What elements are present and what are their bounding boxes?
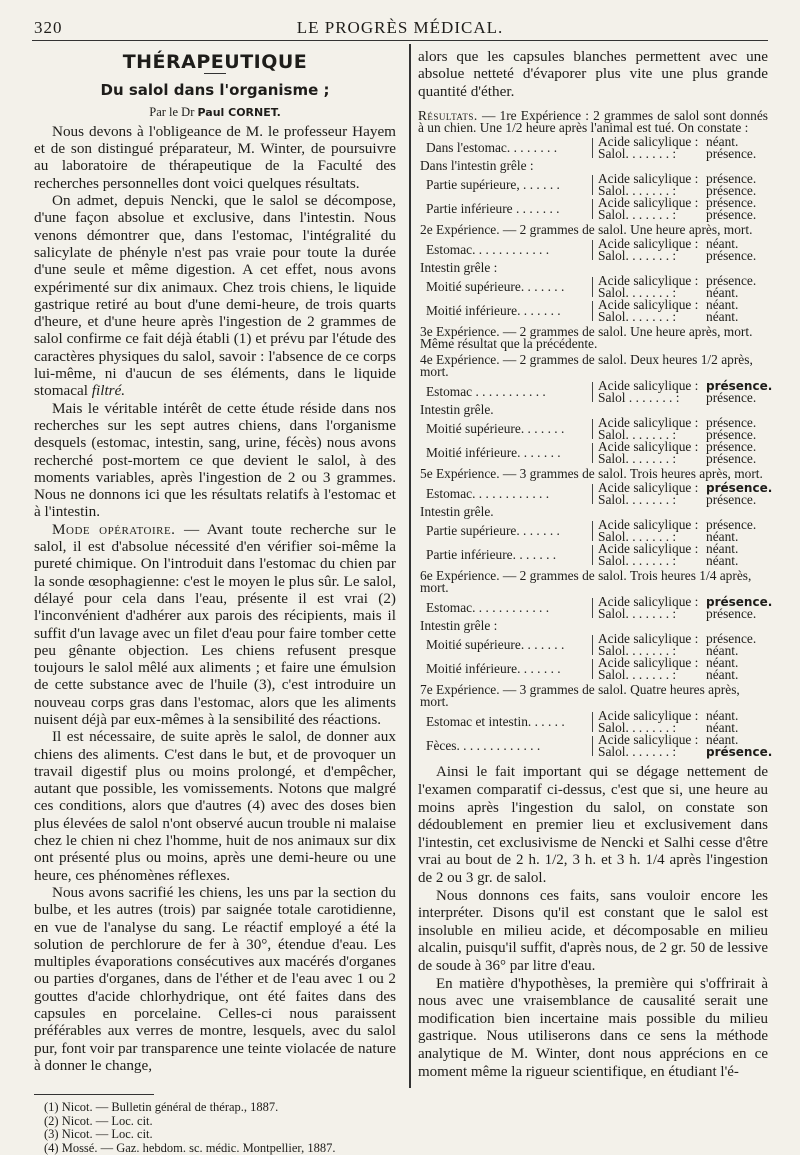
subheading: Intestin grêle : [420,260,498,276]
paragraph: Ainsi le fait important qui se dégage nettement de l'examen comparatif ci-dessus, c'est que si, une heure au moins après l'ingestion du salol, on constate son dédoublement en premier lieu et exclusivement dans l'intestin, cet exclusivisme de Nencki et Salhi cesse d'être vrai au bout de 2 h. 1/2, 3 h. et 3 h. 1/4 après l'ingestion de 2 ou 3 gr. de salol. [418,764,768,887]
result-value: présence. [706,450,757,466]
result-row [418,710,768,734]
experiment-heading: 2e Expérience. — 2 grammes de salol. Une heure après, mort. [420,222,753,238]
result-value: néant. [706,667,739,683]
experiment-heading: 5e Expérience. — 3 grammes de salol. Trois heures après, mort. [420,465,763,481]
paragraph: Mais le véritable intérêt de cette étude réside dans nos recherches sur les sept autres chiens, dans l'organisme desquels (estomac, intestin, sang, urine, fécès) nous avons recherché post-mortem ce que devient le salol, à des moments variables, après l'ingestion de 2 ou 3 grammes. Nous ne donnons ici que les résultats relatifs à l'estomac et à l'intestin. [34,399,396,521]
result-row [418,197,768,221]
result-row [418,479,773,507]
paragraph: Nous avons sacrifié les chiens, les uns par la section du bulbe, et les autres (trois) par saignée totale carotidienne, en vue de l'analyse du sang. Le réactif employé a été la solution de perchlorure de fer à 30°, étendue d'eau. Les multiples évaporations consécutives aux macérés d'organes ou parties d'organes, dans de l'éther et de l'eau avec 1 ou 2 gouttes d'acide chlorhydrique, ont été faites dans des capsules en porcelaine. Celles-ci nous paraissent préférables aux verres de montre, lesquels, avec du salol pur, font voir par transparence une teinte violacée de nature à donner le change, [34,883,396,1074]
result-group-5 [418,479,773,507]
result-substance: Acide salicylique : [598,541,699,557]
result-value: présence. [706,426,757,442]
result-value: néant. [706,655,739,671]
result-value: présence. [706,595,773,610]
brace-mark [592,138,595,158]
result-substance: Salol . . . . . . . : [598,389,680,405]
conclusion [418,764,768,1081]
result-substance: Acide salicylique : [598,631,699,647]
heading-rule [204,73,226,74]
result-value: présence. [706,378,773,393]
result-substance: Acide salicylique : [598,438,699,454]
result-value: présence. [706,171,757,187]
brace-mark [592,598,595,618]
result-group-1 [418,136,768,160]
result-substance: Acide salicylique : [598,479,699,495]
brace-mark [592,635,595,655]
footnote: (3) Nicot. — Loc. cit. [44,1127,153,1142]
result-organ: Partie inférieure. . . . . . . [426,547,557,563]
result-value: néant. [706,643,739,659]
page-number: 320 [34,18,63,37]
result-value: néant. [706,309,739,325]
brace-mark [592,175,595,195]
subheading: Intestin grêle : [420,618,498,634]
column-divider [409,44,411,1088]
result-substance: Acide salicylique : [598,273,699,289]
result-substance: Acide salicylique : [598,236,699,252]
paragraph: En matière d'hypothèses, la première qui s'offrirait à nous avec une vraisemblance de causalité serait une modification bien incertaine mais possible du milieu gastrique. Nous utiliserons dans ce sens la méthode analytique de M. Winter, dont nous apprécions en ce moment même la rigueur scientifique, en étudiant l'é- [418,975,768,1080]
experiment-heading: 4e Expérience. — 2 grammes de salol. Deux heures 1/2 après, mort. [420,351,753,379]
results-section [418,107,773,760]
subheading: Intestin grêle. [420,503,494,519]
result-substance: Salol. . . . . . . : [598,309,677,325]
experiment-heading: 6e Expérience. — 2 grammes de salol. Trois heures 1/4 après, mort. [420,568,752,596]
right-column [418,48,773,1081]
result-organ: Moitié supérieure. . . . . . . [426,420,565,436]
brace-mark [592,521,595,541]
result-substance: Salol. . . . . . . : [598,248,677,264]
result-value: néant. [706,553,739,569]
result-substance: Acide salicylique : [598,377,699,393]
result-value: néant. [706,285,739,301]
result-value: présence. [706,745,773,760]
result-value: présence. [706,631,757,647]
result-organ: Dans l'estomac. . . . . . . . [426,140,558,156]
running-header [32,18,768,41]
result-value: présence. [706,183,757,199]
result-value: présence. [706,480,773,495]
author-line [34,104,396,121]
result-value: présence. [706,389,757,405]
left-column [34,48,396,1155]
paragraph: Il est nécessaire, de suite après le salol, de donner aux chiens des aliments. C'est dans le but, et de provoquer un travail digestif plus ou moins prolongé, et d'empêcher, autant que possible, les vomissements. Notons que malgré ces conditions, alors que d'autres (4) avec des doses bien plus élevées de salol n'ont observé aucun trouble ni malaise chez le chien ni chez l'homme, huit de nos animaux sur dix ont présenté plus ou moins, après une demi-heure ou une heure, ces phénomènes réflexes. [34,728,396,884]
result-substance: Salol. . . . . . . : [598,491,677,507]
result-group-6-intestine [418,633,768,681]
brace-mark [592,484,595,504]
result-row [418,594,773,622]
results-intro: Résultats. — 1re Expérience : 2 grammes de salol sont donnés à un chien. Une 1/2 heure après l'animal est tué. On constate : [418,107,768,135]
result-row [418,173,768,197]
result-value: présence. [706,606,757,622]
footnote-rule [34,1094,154,1095]
result-organ: Estomac . . . . . . . . . . . [426,383,546,399]
result-substance: Salol. . . . . . . : [598,643,677,659]
section-heading: THÉRAPEUTIQUE [122,51,308,73]
result-value: présence. [706,207,757,223]
result-value: présence. [706,146,757,162]
result-row [418,633,768,657]
result-row [418,299,768,323]
result-organ: Moitié supérieure. . . . . . . [426,637,565,653]
result-row [418,543,768,567]
result-organ: Partie supérieure. . . . . . . [426,523,560,539]
result-value: présence. [706,195,757,211]
brace-mark [592,545,595,565]
result-substance: Acide salicylique : [598,171,699,187]
result-row [418,377,773,405]
result-row [418,414,768,442]
brace-mark [592,240,595,260]
result-value: présence. [706,248,757,264]
result-substance: Acide salicylique : [598,195,699,211]
result-substance: Salol. . . . . . . : [598,720,677,736]
result-organ: Partie supérieure, . . . . . . [426,177,560,193]
result-organ: Moitié supérieure. . . . . . . [426,279,565,295]
result-substance: Salol. . . . . . . : [598,207,677,223]
brace-mark [592,277,595,297]
result-organ: Fèces. . . . . . . . . . . . . [426,738,541,754]
result-substance: Salol. . . . . . . : [598,606,677,622]
author-name: Paul CORNET. [197,105,281,119]
result-organ: Partie inférieure . . . . . . . [426,201,560,217]
result-substance: Acide salicylique : [598,732,699,748]
result-group-7 [418,708,773,760]
result-substance: Salol. . . . . . . : [598,667,677,683]
result-row [418,238,768,262]
experiment-heading: 3e Expérience. — 2 grammes de salol. Une heure après, mort. Même résultat que la précédente. [420,324,753,352]
brace-mark [592,301,595,321]
result-substance: Salol. . . . . . . : [598,553,677,569]
result-row [418,732,773,760]
result-value: néant. [706,236,739,252]
result-organ: Moitié inférieure. . . . . . . [426,444,561,460]
brace-mark [592,736,595,756]
result-value: néant. [706,529,739,545]
footnote: (1) Nicot. — Bulletin général de thérap., 1887. [44,1100,279,1115]
result-value: néant. [706,297,739,313]
result-organ: Estomac et intestin. . . . . . [426,714,565,730]
result-row [418,657,768,681]
brace-mark [592,712,595,732]
result-value: présence. [706,414,757,430]
result-group-4-intestine [418,414,768,466]
result-group-1-intestine [418,173,768,221]
result-row [418,438,768,466]
result-value: présence. [706,517,757,533]
result-group-4 [418,377,773,405]
result-organ: Moitié inférieure. . . . . . . [426,303,561,319]
result-row [418,519,768,543]
result-value: néant. [706,720,739,736]
result-row [418,275,768,299]
paragraph: On admet, depuis Nencki, que le salol se décompose, d'une façon absolue et exclusive, dans l'intestin. Nous venons démontrer que, dans l'estomac, l'intégralité du salicylate de phényle n'est pas vraie pour toute la durée d'une seule et même digestion. A cet effet, nous avons expérimenté sur dix animaux. Chez trois chiens, le liquide gastrique retiré au bout d'une demi-heure, de trois quarts d'heure, et d'une heure après l'ingestion de 2 grammes de salol confirme ce fait déjà établi (1) et prévu par l'étude des caractères physiques du salol, savoir : l'absence de ce corps lui-même, ni d'aucun de ses éléments, dans le liquide stomacal filtré. [34,192,396,400]
result-substance: Acide salicylique : [598,134,699,150]
result-substance: Acide salicylique : [598,655,699,671]
result-substance: Salol. . . . . . . : [598,285,677,301]
result-group-2-intestine [418,275,768,323]
result-organ: Moitié inférieure. . . . . . . [426,661,561,677]
experiment-heading: 7e Expérience. — 3 grammes de salol. Quatre heures après, mort. [420,682,740,710]
result-group-2 [418,238,768,262]
brace-mark [592,199,595,219]
subheading: Dans l'intestin grêle : [420,158,534,174]
result-organ: Estomac. . . . . . . . . . . . [426,485,550,501]
result-value: néant. [706,708,739,724]
run-in-heading: Mode opératoire. [52,520,176,538]
result-value: néant. [706,541,739,557]
result-substance: Salol. . . . . . . : [598,183,677,199]
result-value: présence. [706,438,757,454]
footnote: (4) Mossé. — Gaz. hebdom. sc. médic. Montpellier, 1887. [44,1140,336,1155]
result-value: présence. [706,273,757,289]
article-title: Du salol dans l'organisme ; [100,81,330,100]
brace-mark [592,382,595,402]
result-row [418,136,768,160]
journal-title: LE PROGRÈS MÉDICAL. [296,18,504,37]
result-organ: Estomac. . . . . . . . . . . . [426,242,550,258]
result-substance: Salol. . . . . . . : [598,450,677,466]
result-substance: Salol. . . . . . . : [598,426,677,442]
brace-mark [592,659,595,679]
paragraph: Mode opératoire. — Avant toute recherche sur le salol, il est d'absolue nécessité d'en vérifier soi-même la pureté chimique. On l'introduit dans l'estomac du chien par la sonde œsophagienne: c'est le moyen le plus sûr. Le salol, délayé pour cela dans l'eau, présente il est vrai (2) l'inconvénient d'adhérer aux parois des récipients, mais il suffit d'un lavage avec un filet d'eau pour faire tomber cette peu gênante objection. Les chiens refusent presque toujours le salol mêlé aux aliments ; et faire une émulsion de cette substance avec de l'huile (3), c'est introduire un nouveau corps gras dans l'estomac, alors que les aliments nuisent déjà par eux-mêmes à la sensibilité des réactions. [34,520,396,728]
result-group-5-intestine [418,519,768,567]
result-organ: Estomac. . . . . . . . . . . . [426,600,550,616]
result-substance: Acide salicylique : [598,594,699,610]
result-value: néant. [706,732,739,748]
emphasis: filtré. [91,382,126,400]
result-group-6 [418,594,773,622]
paragraph: Nous donnons ces faits, sans vouloir encore les interpréter. Disons qu'il est constant que le salol est insoluble en milieu acide, et décomposable en milieu alcalin, puisqu'il suffit, d'après nous, de 2 gr. 50 de lessive de soude à 36° par litre d'eau. [418,887,768,975]
result-substance: Acide salicylique : [598,414,699,430]
result-substance: Salol. . . . . . . : [598,744,677,760]
brace-mark [592,419,595,439]
result-substance: Acide salicylique : [598,297,699,313]
brace-mark [592,443,595,463]
result-substance: Salol. . . . . . . : [598,529,677,545]
paragraph: alors que les capsules blanches permettent avec une absolue netteté d'évaporer plus vite une plus grande quantité d'éther. [418,48,768,100]
result-value: néant. [706,134,739,150]
paragraph: Nous devons à l'obligeance de M. le professeur Hayem et de son distingué préparateur, M. Winter, de poursuivre au laboratoire de thérapeutique de la Faculté des recherches personnelles dont voici quelques résultats. [34,122,396,192]
result-substance: Acide salicylique : [598,708,699,724]
author-prefix: Par le Dr [149,104,195,119]
result-substance: Salol. . . . . . . : [598,146,677,162]
result-value: présence. [706,491,757,507]
subheading: Intestin grêle. [420,401,494,417]
result-substance: Acide salicylique : [598,517,699,533]
footnote: (2) Nicot. — Loc. cit. [44,1113,153,1128]
